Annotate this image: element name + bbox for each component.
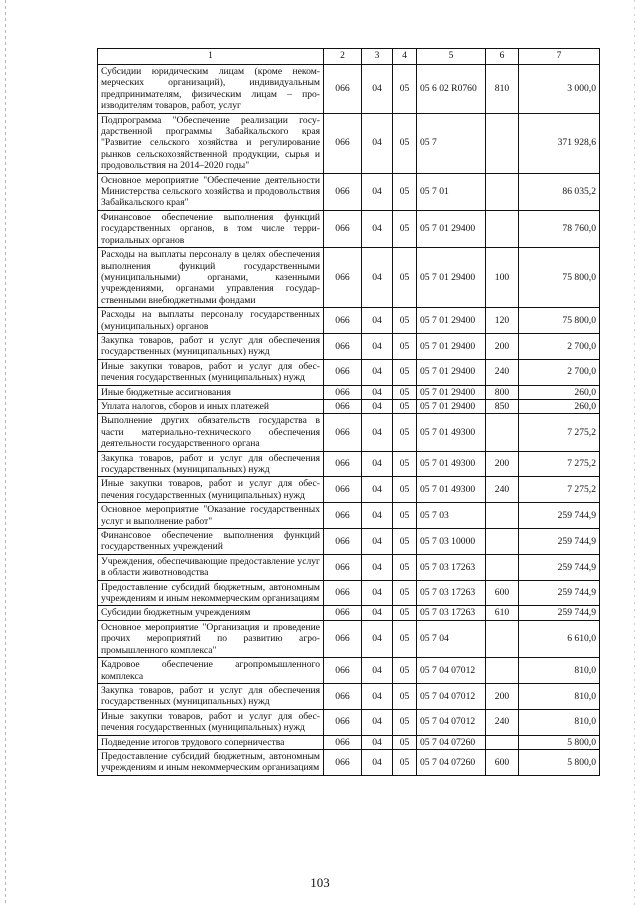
amount-cell: 810,0 [519, 683, 600, 709]
amount-cell: 7 275,2 [519, 414, 600, 451]
section-code-cell: 04 [362, 248, 393, 308]
expense-type-cell [486, 529, 519, 555]
section-code-cell: 04 [362, 620, 393, 657]
section-code-cell: 04 [362, 385, 393, 399]
section-code-cell: 04 [362, 658, 393, 684]
row-name-cell: Финансовое обеспечение выполнения функций государственных учреждений [98, 529, 324, 555]
ministry-code-cell: 066 [324, 113, 362, 173]
target-article-cell: 05 7 01 29400 [417, 333, 486, 359]
subsection-code-cell: 05 [393, 113, 417, 173]
section-code-cell: 04 [362, 503, 393, 529]
row-name-cell: Закупка товаров, работ и услуг для обеспечения государственных (муниципальных) нужд [98, 333, 324, 359]
table-row [98, 210, 600, 247]
header-col-2: 2 [324, 49, 362, 65]
ministry-code-cell: 066 [324, 333, 362, 359]
subsection-code-cell: 05 [393, 606, 417, 620]
target-article-cell: 05 7 01 29400 [417, 210, 486, 247]
subsection-code-cell: 05 [393, 414, 417, 451]
subsection-code-cell: 05 [393, 210, 417, 247]
amount-cell: 260,0 [519, 399, 600, 413]
header-col-1: 1 [98, 49, 324, 65]
subsection-code-cell: 05 [393, 620, 417, 657]
expense-type-cell: 800 [486, 385, 519, 399]
target-article-cell: 05 7 04 [417, 620, 486, 657]
expense-type-cell [486, 414, 519, 451]
subsection-code-cell: 05 [393, 173, 417, 210]
expense-type-cell [486, 735, 519, 749]
ministry-code-cell: 066 [324, 658, 362, 684]
amount-cell: 78 760,0 [519, 210, 600, 247]
target-article-cell: 05 7 01 29400 [417, 359, 486, 385]
ministry-code-cell: 066 [324, 210, 362, 247]
table-row [98, 385, 600, 399]
row-name-cell: Закупка товаров, работ и услуг для обеспечения государственных (муниципальных) нужд [98, 451, 324, 477]
expense-type-cell: 240 [486, 477, 519, 503]
ministry-code-cell: 066 [324, 554, 362, 580]
table-row [98, 683, 600, 709]
row-name-cell: Финансовое обеспечение выполнения функций государственных органов, в том числе территориальных органов [98, 210, 324, 247]
ministry-code-cell: 066 [324, 529, 362, 555]
table-row [98, 658, 600, 684]
expense-type-cell [486, 658, 519, 684]
expense-type-cell [486, 210, 519, 247]
header-col-4: 4 [393, 49, 417, 65]
table-row [98, 308, 600, 334]
amount-cell: 5 800,0 [519, 735, 600, 749]
row-name-cell: Иные закупки товаров, работ и услуг для обеспечения государственных (муниципальных) нужд [98, 477, 324, 503]
table-body [98, 65, 600, 776]
header-col-7: 7 [519, 49, 600, 65]
row-name-cell: Выполнение других обязательств государства в части материально-технического обеспечения деятельности государственного органа [98, 414, 324, 451]
ministry-code-cell: 066 [324, 683, 362, 709]
target-article-cell: 05 7 03 [417, 503, 486, 529]
table-row [98, 414, 600, 451]
target-article-cell: 05 7 01 49300 [417, 477, 486, 503]
row-name-cell: Расходы на выплаты персоналу государственных (муниципальных) органов [98, 308, 324, 334]
table-row [98, 477, 600, 503]
ministry-code-cell: 066 [324, 477, 362, 503]
row-name-cell: Субсидии юридическим лицам (кроме некоммерческих организаций), индивидуальным предпринимателям, физическим лицам – производителям товаров, работ, услуг [98, 65, 324, 114]
row-name-cell: Учреждения, обеспечивающие предоставление услуг в области животноводства [98, 554, 324, 580]
target-article-cell: 05 7 01 [417, 173, 486, 210]
amount-cell: 75 800,0 [519, 308, 600, 334]
table-row [98, 248, 600, 308]
header-col-6: 6 [486, 49, 519, 65]
subsection-code-cell: 05 [393, 399, 417, 413]
ministry-code-cell: 066 [324, 65, 362, 114]
amount-cell: 7 275,2 [519, 451, 600, 477]
target-article-cell: 05 7 04 07012 [417, 683, 486, 709]
ministry-code-cell: 066 [324, 503, 362, 529]
amount-cell: 259 744,9 [519, 503, 600, 529]
subsection-code-cell: 05 [393, 735, 417, 749]
row-name-cell: Основное мероприятие "Обеспечение деятельности Министерства сельского хозяйства и продовольствия Забайкальского края" [98, 173, 324, 210]
subsection-code-cell: 05 [393, 554, 417, 580]
header-col-5: 5 [417, 49, 486, 65]
target-article-cell: 05 7 01 49300 [417, 414, 486, 451]
table-row [98, 451, 600, 477]
target-article-cell: 05 7 04 07012 [417, 658, 486, 684]
row-name-cell: Кадровое обеспечение агропромышленного комплекса [98, 658, 324, 684]
subsection-code-cell: 05 [393, 749, 417, 775]
expense-type-cell: 200 [486, 451, 519, 477]
table-row [98, 529, 600, 555]
table-row [98, 113, 600, 173]
table-row [98, 173, 600, 210]
section-code-cell: 04 [362, 606, 393, 620]
subsection-code-cell: 05 [393, 385, 417, 399]
ministry-code-cell: 066 [324, 385, 362, 399]
row-name-cell: Закупка товаров, работ и услуг для обеспечения государственных (муниципальных) нужд [98, 683, 324, 709]
section-code-cell: 04 [362, 210, 393, 247]
section-code-cell: 04 [362, 308, 393, 334]
table-row [98, 399, 600, 413]
target-article-cell: 05 7 01 49300 [417, 451, 486, 477]
ministry-code-cell: 066 [324, 580, 362, 606]
subsection-code-cell: 05 [393, 683, 417, 709]
table-row [98, 606, 600, 620]
target-article-cell: 05 7 03 10000 [417, 529, 486, 555]
target-article-cell: 05 6 02 R0760 [417, 65, 486, 114]
expense-type-cell [486, 554, 519, 580]
expense-type-cell: 610 [486, 606, 519, 620]
header-col-3: 3 [362, 49, 393, 65]
section-code-cell: 04 [362, 529, 393, 555]
section-code-cell: 04 [362, 735, 393, 749]
subsection-code-cell: 05 [393, 248, 417, 308]
section-code-cell: 04 [362, 113, 393, 173]
subsection-code-cell: 05 [393, 333, 417, 359]
subsection-code-cell: 05 [393, 451, 417, 477]
section-code-cell: 04 [362, 359, 393, 385]
row-name-cell: Расходы на выплаты персоналу в целях обеспечения выполнения функций государственными (муниципальными) органами, казенными учреждениями, органами управления государственными внебюджетными фондами [98, 248, 324, 308]
row-name-cell: Подпрограмма "Обеспечение реализации государственной программы Забайкальского края "Развитие сельского хозяйства и регулирование рынков сельскохозяйственной продукции, сырья и продовольствия на 2014–2020 годы" [98, 113, 324, 173]
row-name-cell: Предоставление субсидий бюджетным, автономным учреждениям и иным некоммерческим организациям [98, 580, 324, 606]
section-code-cell: 04 [362, 399, 393, 413]
expense-type-cell [486, 503, 519, 529]
amount-cell: 259 744,9 [519, 529, 600, 555]
row-name-cell: Основное мероприятие "Оказание государственных услуг и выполнение работ" [98, 503, 324, 529]
section-code-cell: 04 [362, 580, 393, 606]
table-row [98, 503, 600, 529]
section-code-cell: 04 [362, 683, 393, 709]
ministry-code-cell: 066 [324, 173, 362, 210]
target-article-cell: 05 7 03 17263 [417, 606, 486, 620]
subsection-code-cell: 05 [393, 529, 417, 555]
subsection-code-cell: 05 [393, 359, 417, 385]
ministry-code-cell: 066 [324, 399, 362, 413]
expense-type-cell: 100 [486, 248, 519, 308]
table-row [98, 735, 600, 749]
table-header-row [98, 49, 600, 65]
scan-edge-left [5, 0, 6, 905]
target-article-cell: 05 7 [417, 113, 486, 173]
expense-type-cell [486, 620, 519, 657]
section-code-cell: 04 [362, 414, 393, 451]
expense-type-cell: 200 [486, 333, 519, 359]
ministry-code-cell: 066 [324, 735, 362, 749]
table-row [98, 65, 600, 114]
subsection-code-cell: 05 [393, 308, 417, 334]
section-code-cell: 04 [362, 709, 393, 735]
ministry-code-cell: 066 [324, 749, 362, 775]
section-code-cell: 04 [362, 451, 393, 477]
subsection-code-cell: 05 [393, 65, 417, 114]
amount-cell: 259 744,9 [519, 580, 600, 606]
row-name-cell: Предоставление субсидий бюджетным, автономным учреждениям и иным некоммерческим организациям [98, 749, 324, 775]
amount-cell: 2 700,0 [519, 359, 600, 385]
table-row [98, 749, 600, 775]
amount-cell: 86 035,2 [519, 173, 600, 210]
ministry-code-cell: 066 [324, 308, 362, 334]
section-code-cell: 04 [362, 333, 393, 359]
amount-cell: 810,0 [519, 709, 600, 735]
expense-type-cell: 240 [486, 709, 519, 735]
amount-cell: 75 800,0 [519, 248, 600, 308]
target-article-cell: 05 7 04 07260 [417, 749, 486, 775]
row-name-cell: Иные закупки товаров, работ и услуг для обеспечения государственных (муниципальных) нужд [98, 359, 324, 385]
table-row [98, 620, 600, 657]
target-article-cell: 05 7 01 29400 [417, 308, 486, 334]
amount-cell: 260,0 [519, 385, 600, 399]
subsection-code-cell: 05 [393, 580, 417, 606]
section-code-cell: 04 [362, 65, 393, 114]
table-row [98, 359, 600, 385]
expense-type-cell: 120 [486, 308, 519, 334]
expense-type-cell [486, 113, 519, 173]
ministry-code-cell: 066 [324, 359, 362, 385]
amount-cell: 5 800,0 [519, 749, 600, 775]
target-article-cell: 05 7 04 07012 [417, 709, 486, 735]
expense-type-cell: 850 [486, 399, 519, 413]
amount-cell: 259 744,9 [519, 606, 600, 620]
subsection-code-cell: 05 [393, 477, 417, 503]
scan-edge-right [634, 0, 635, 905]
ministry-code-cell: 066 [324, 451, 362, 477]
amount-cell: 371 928,6 [519, 113, 600, 173]
subsection-code-cell: 05 [393, 503, 417, 529]
expense-type-cell: 600 [486, 580, 519, 606]
table-row [98, 580, 600, 606]
table-row [98, 554, 600, 580]
amount-cell: 2 700,0 [519, 333, 600, 359]
amount-cell: 810,0 [519, 658, 600, 684]
table-row [98, 333, 600, 359]
section-code-cell: 04 [362, 173, 393, 210]
subsection-code-cell: 05 [393, 709, 417, 735]
expense-type-cell: 810 [486, 65, 519, 114]
row-name-cell: Уплата налогов, сборов и иных платежей [98, 399, 324, 413]
row-name-cell: Иные бюджетные ассигнования [98, 385, 324, 399]
expense-type-cell [486, 173, 519, 210]
ministry-code-cell: 066 [324, 606, 362, 620]
section-code-cell: 04 [362, 477, 393, 503]
target-article-cell: 05 7 01 29400 [417, 248, 486, 308]
row-name-cell: Основное мероприятие "Организация и проведение прочих мероприятий по развитию агропромышленного комплекса" [98, 620, 324, 657]
ministry-code-cell: 066 [324, 248, 362, 308]
target-article-cell: 05 7 03 17263 [417, 580, 486, 606]
row-name-cell: Субсидии бюджетным учреждениям [98, 606, 324, 620]
budget-table [97, 48, 600, 776]
ministry-code-cell: 066 [324, 414, 362, 451]
target-article-cell: 05 7 04 07260 [417, 735, 486, 749]
target-article-cell: 05 7 03 17263 [417, 554, 486, 580]
ministry-code-cell: 066 [324, 709, 362, 735]
target-article-cell: 05 7 01 29400 [417, 385, 486, 399]
table-row [98, 709, 600, 735]
subsection-code-cell: 05 [393, 658, 417, 684]
amount-cell: 6 610,0 [519, 620, 600, 657]
expense-type-cell: 240 [486, 359, 519, 385]
amount-cell: 259 744,9 [519, 554, 600, 580]
row-name-cell: Иные закупки товаров, работ и услуг для обеспечения государственных (муниципальных) нужд [98, 709, 324, 735]
expense-type-cell: 600 [486, 749, 519, 775]
row-name-cell: Подведение итогов трудового соперничества [98, 735, 324, 749]
section-code-cell: 04 [362, 749, 393, 775]
ministry-code-cell: 066 [324, 620, 362, 657]
target-article-cell: 05 7 01 29400 [417, 399, 486, 413]
section-code-cell: 04 [362, 554, 393, 580]
amount-cell: 7 275,2 [519, 477, 600, 503]
amount-cell: 3 000,0 [519, 65, 600, 114]
expense-type-cell: 200 [486, 683, 519, 709]
page-number: 103 [310, 875, 330, 890]
